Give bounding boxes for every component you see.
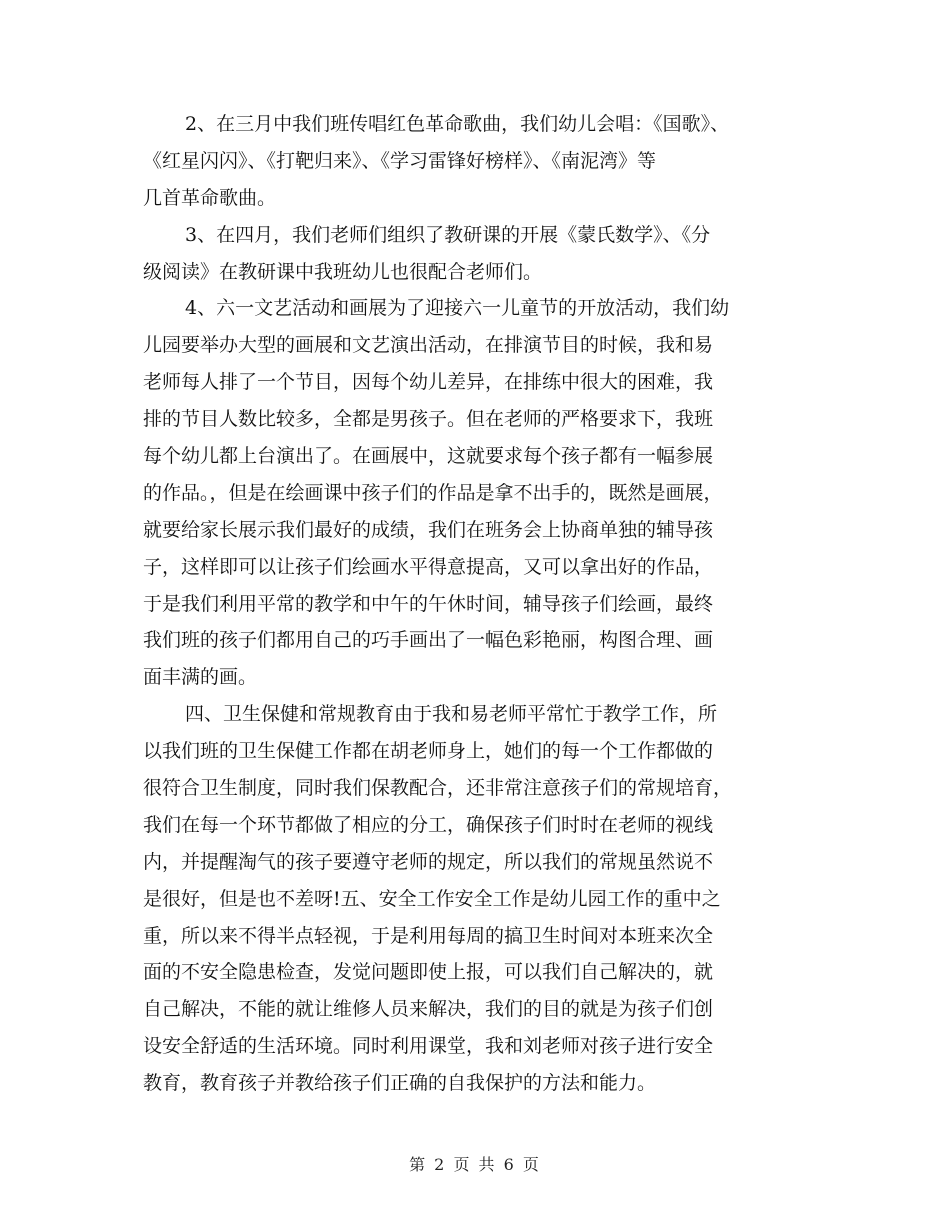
document-body xyxy=(143,112,813,1108)
text-line: 的作品。，但是在绘画课中孩子们的作品是拿不出手的，既然是画展， xyxy=(143,481,723,504)
text-line: 是很好，但是也不差呀!五、安全工作安全工作是幼儿园工作的重中之 xyxy=(143,887,721,910)
text-line: 内，并提醒淘气的孩子要遵守老师的规定，所以我们的常规虽然说不 xyxy=(143,850,714,873)
text-line: 于是我们利用平常的教学和中午的午休时间，辅导孩子们绘画，最终 xyxy=(143,592,714,615)
text-line: 2、在三月中我们班传唱红色革命歌曲，我们幼儿会唱：《国歌》、 xyxy=(185,113,730,135)
text-line: 子，这样即可以让孩子们绘画水平得意提高，又可以拿出好的作品， xyxy=(143,555,714,578)
text-line: 级阅读》在教研课中我班幼儿也很配合老师们。 xyxy=(143,260,543,283)
text-line: 每个幼儿都上台演出了。在画展中，这就要求每个孩子都有一幅参展 xyxy=(143,445,714,468)
text-line: 设安全舒适的生活环境。同时利用课堂，我和刘老师对孩子进行安全 xyxy=(143,1035,714,1058)
text-line: 老师每人排了一个节目，因每个幼儿差异，在排练中很大的困难，我 xyxy=(143,371,714,394)
text-line: 几首革命歌曲。 xyxy=(143,186,277,209)
page-footer: 第 2 页 共 6 页 xyxy=(409,1155,541,1174)
text-line: 我们班的孩子们都用自己的巧手画出了一幅色彩艳丽，构图合理、画 xyxy=(143,629,714,652)
text-line: 很符合卫生制度，同时我们保教配合，还非常注意孩子们的常规培育， xyxy=(143,777,733,800)
text-line: 儿园要举办大型的画展和文艺演出活动，在排演节目的时候，我和易 xyxy=(143,334,714,357)
text-line: 重，所以来不得半点轻视，于是利用每周的搞卫生时间对本班来次全 xyxy=(143,924,714,947)
text-line: 就要给家长展示我们最好的成绩，我们在班务会上协商单独的辅导孩 xyxy=(143,518,714,541)
text-line: 4、六一文艺活动和画展为了迎接六一儿童节的开放活动，我们幼 xyxy=(185,297,730,320)
text-line: 面丰满的画。 xyxy=(143,666,258,689)
text-line: 四、卫生保健和常规教育由于我和易老师平常忙于教学工作，所 xyxy=(185,703,718,726)
text-line: 《红星闪闪》、《打靶归来》、《学习雷锋好榜样》、《南泥湾》等 xyxy=(143,149,657,172)
text-line: 3、在四月，我们老师们组织了教研课的开展《蒙氏数学》、《分 xyxy=(185,223,711,246)
text-line: 排的节目人数比较多，全都是男孩子。但在老师的严格要求下，我班 xyxy=(143,408,714,431)
text-line: 以我们班的卫生保健工作都在胡老师身上，她们的每一个工作都做的 xyxy=(143,740,714,763)
text-line: 教育，教育孩子并教给孩子们正确的自我保护的方法和能力。 xyxy=(143,1072,657,1095)
text-line: 自己解决，不能的就让维修人员来解决，我们的目的就是为孩子们创 xyxy=(143,998,714,1021)
text-line: 面的不安全隐患检查，发觉问题即使上报，可以我们自己解决的，就 xyxy=(143,961,714,984)
text-line: 我们在每一个环节都做了相应的分工，确保孩子们时时在老师的视线 xyxy=(143,813,714,836)
